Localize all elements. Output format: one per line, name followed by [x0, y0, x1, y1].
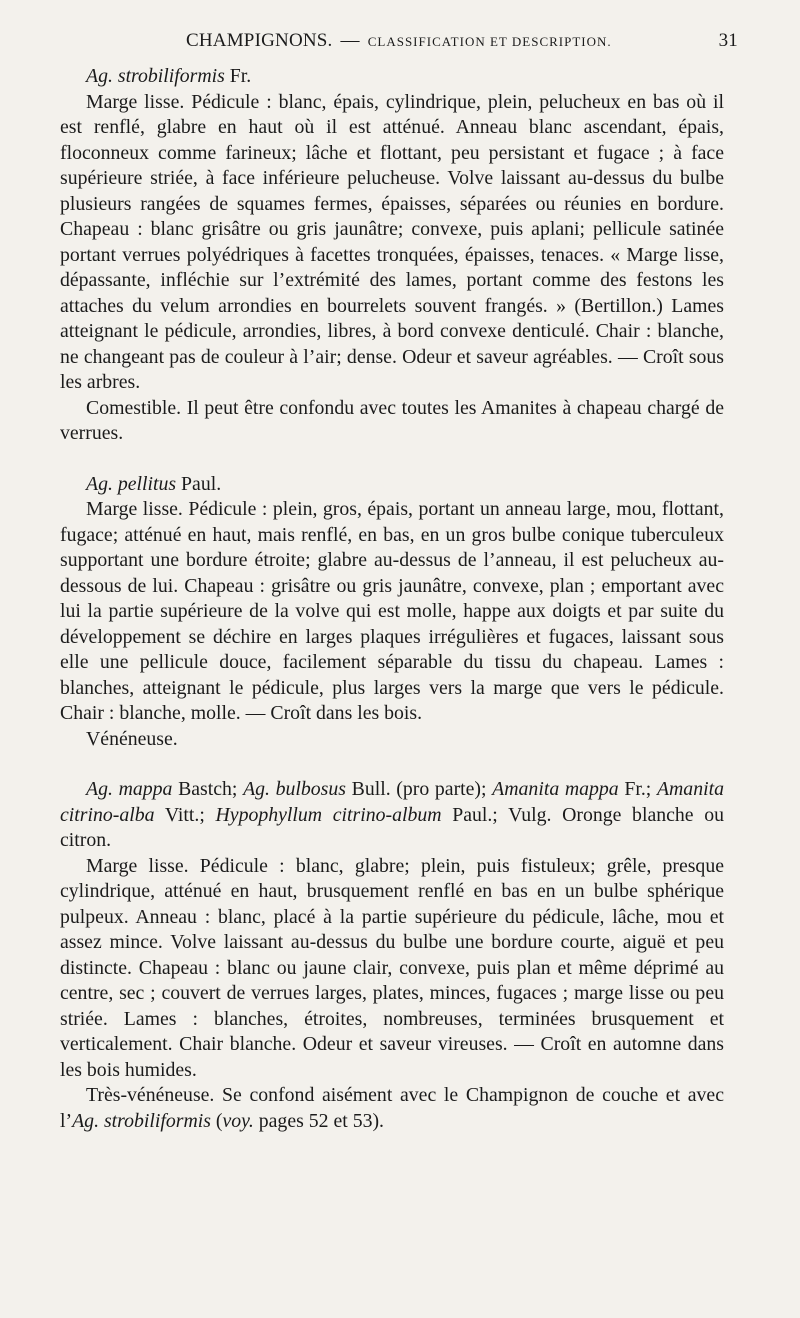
running-title: CHAMPIGNONS. — CLASSIFICATION ET DESCRIPTION. — [186, 30, 612, 51]
syn-part: Hypophyllum citrino-album — [215, 803, 442, 826]
page-body — [60, 64, 724, 1134]
species-description: Marge lisse. Pédicule : plein, gros, épais, portant un anneau large, mou, flottant, fugace; atténué en haut, mais renflé, en bas, en un gros bulbe conique tuberculeux supportant une bordure étroite; glabre au-dessus de l’anneau, il est pelucheux au-dessous de lui. Chapeau : grisâtre ou gris jaunâtre, convexe, plan ; emportant avec lui la partie supérieure de la volve qui est molle, happe aux doigts et par suite du développement se déchire en larges plaques irrégulières et fugaces, laissant sous elle une pellicule douce, facilement séparable du tissu du chapeau. Lames : blanches, atteignant le pédicule, plus larges vers la marge que vers le pédicule. Chair : blanche, molle. — Croît dans les bois. — [60, 498, 724, 724]
syn-part: Amanita mappa — [492, 778, 619, 800]
entry-strobiliformis — [60, 64, 724, 447]
syn-part: Bull. (pro parte); — [345, 778, 493, 800]
syn-part: Fr.; — [618, 778, 657, 800]
species-edibility: Vénéneuse. — [86, 727, 178, 750]
entry-pellitus — [60, 472, 724, 753]
verdict-part: pages 52 et 53). — [253, 1109, 385, 1132]
species-heading: Ag. strobiliformis Fr. — [86, 65, 252, 87]
verdict-part: voy. — [222, 1109, 254, 1132]
syn-part: Ag. bulbosus — [243, 778, 346, 800]
species-edibility: Comestible. Il peut être confondu avec toutes les Amanites à chapeau chargé de verrues. — [60, 396, 724, 444]
verdict-part: Ag. strobiliformis — [72, 1109, 211, 1132]
page-number: 31 — [718, 30, 738, 51]
species-synonymy — [60, 777, 724, 854]
species-description: Marge lisse. Pédicule : blanc, épais, cylindrique, plein, pelucheux en bas où il est renflé, glabre en haut où il est atténué. Anneau blanc ascendant, épais, floconneux comme farineux; lâche et flottant, peu persistant et fugace ; à face supérieure striée, à face inférieure pelucheuse. Volve laissant au-dessus du bulbe plusieurs rangées de squames fermes, épaisses, séparées ou réunies en bordure. Chapeau : blanc grisâtre ou gris jaunâtre; convexe, puis aplani; pellicule satinée portant verrues polyédriques à facettes tronquées, épaisses, tenaces. « Marge lisse, dépassante, infléchie sur l’extrémité des lames, portant comme des festons les attaches du velum arrondies en bourrelets souvent frangés. » (Bertillon.) Lames atteignant le pédicule, arrondies, libres, à bord convexe denticulé. Chair : blanche, ne changeant pas de couleur à l’air; dense. Odeur et saveur agréables. — Croît sous les arbres. — [60, 90, 724, 393]
syn-part: Paul.; Vulg. Oronge blanche ou citron. — [60, 803, 724, 851]
syn-part: Ag. mappa — [86, 778, 173, 800]
syn-part: Amanita citrino-alba — [60, 778, 724, 826]
syn-part: Vitt.; — [154, 803, 216, 826]
verdict-part: ( — [210, 1109, 223, 1132]
entry-mappa — [60, 777, 724, 1134]
syn-part: Bastch; — [172, 778, 244, 800]
species-edibility — [60, 1083, 724, 1134]
verdict-part: Très-vénéneuse. Se confond aisément avec le Champignon de couche et avec l’ — [60, 1084, 724, 1132]
species-description: Marge lisse. Pédicule : blanc, glabre; plein, puis fistuleux; grêle, presque cylindrique, atténué en haut, brusquement renflé en bas en un bulbe sphérique pulpeux. Anneau : blanc, placé à la partie supérieure du pédicule, lâche, mou et assez mince. Volve laissant au-dessus du bulbe une bordure courte, aiguë et peu distincte. Chapeau : blanc ou jaune clair, convexe, puis plan et même déprimé au centre, sec ; couvert de verrues larges, plates, minces, fugaces ; marge lisse ou peu striée. Lames : blanches, étroites, nombreuses, terminées brusquement et verticalement. Chair blanche. Odeur et saveur vireuses. — Croît en automne dans les bois humides. — [60, 854, 724, 1081]
species-heading: Ag. pellitus Paul. — [86, 472, 222, 495]
